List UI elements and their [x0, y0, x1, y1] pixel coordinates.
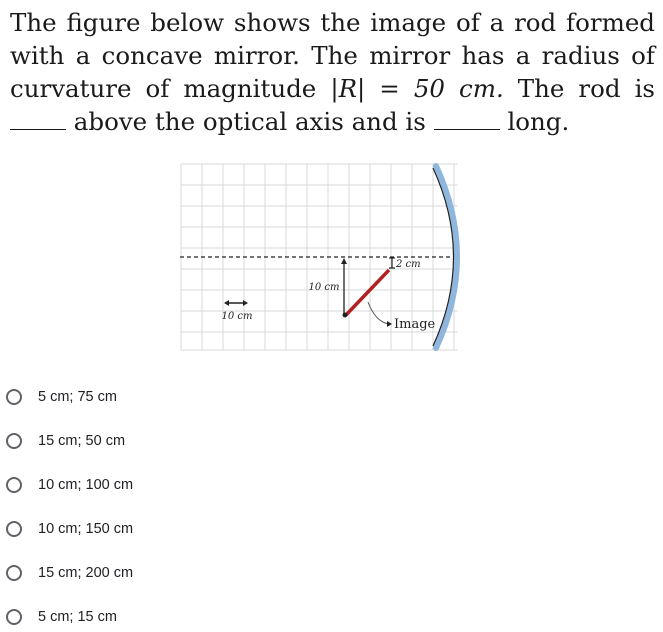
option-5[interactable]: [6, 558, 266, 588]
blank-length: [434, 128, 500, 130]
mirror-figure: [178, 160, 468, 360]
option-3[interactable]: [6, 470, 266, 500]
object-height-label: 10 cm: [308, 282, 340, 293]
option-label: 10 cm; 100 cm: [38, 477, 134, 493]
image-label: Image: [394, 317, 436, 332]
blank-height: [10, 128, 66, 130]
radio-button[interactable]: [6, 609, 22, 625]
radio-button[interactable]: [6, 521, 22, 537]
option-label: 15 cm; 200 cm: [38, 565, 134, 581]
object-height-arrow: [341, 258, 347, 264]
image-pointer: [368, 302, 390, 324]
question-part-2: The rod is: [517, 74, 655, 103]
option-label: 5 cm; 75 cm: [38, 389, 117, 405]
image-rod: [346, 270, 389, 315]
mirror-edge: [433, 168, 454, 346]
option-4[interactable]: [6, 514, 266, 544]
question-text: [10, 6, 655, 138]
option-1[interactable]: [6, 382, 266, 412]
question-part-1: The figure below shows the image of a rod formed with a concave mirror. The mirror has a radius of curvature of magnitude: [10, 8, 655, 103]
radio-button[interactable]: [6, 565, 22, 581]
question-formula: |R| = 50 cm.: [330, 74, 504, 103]
option-label: 15 cm; 50 cm: [38, 433, 126, 449]
grid-scale-arrow: [224, 300, 248, 306]
radio-button[interactable]: [6, 477, 22, 493]
option-6[interactable]: [6, 602, 266, 632]
radio-button[interactable]: [6, 389, 22, 405]
question-part-4: long.: [507, 107, 570, 136]
option-label: 10 cm; 150 cm: [38, 521, 134, 537]
option-2[interactable]: [6, 426, 266, 456]
radio-button[interactable]: [6, 433, 22, 449]
option-label: 5 cm; 15 cm: [38, 609, 117, 625]
question-part-3: above the optical axis and is: [73, 107, 426, 136]
gap-label: 2 cm: [396, 259, 421, 270]
grid-scale-label: 10 cm: [221, 311, 253, 322]
gap-marker: [389, 258, 395, 268]
image-rod-end: [343, 313, 348, 318]
